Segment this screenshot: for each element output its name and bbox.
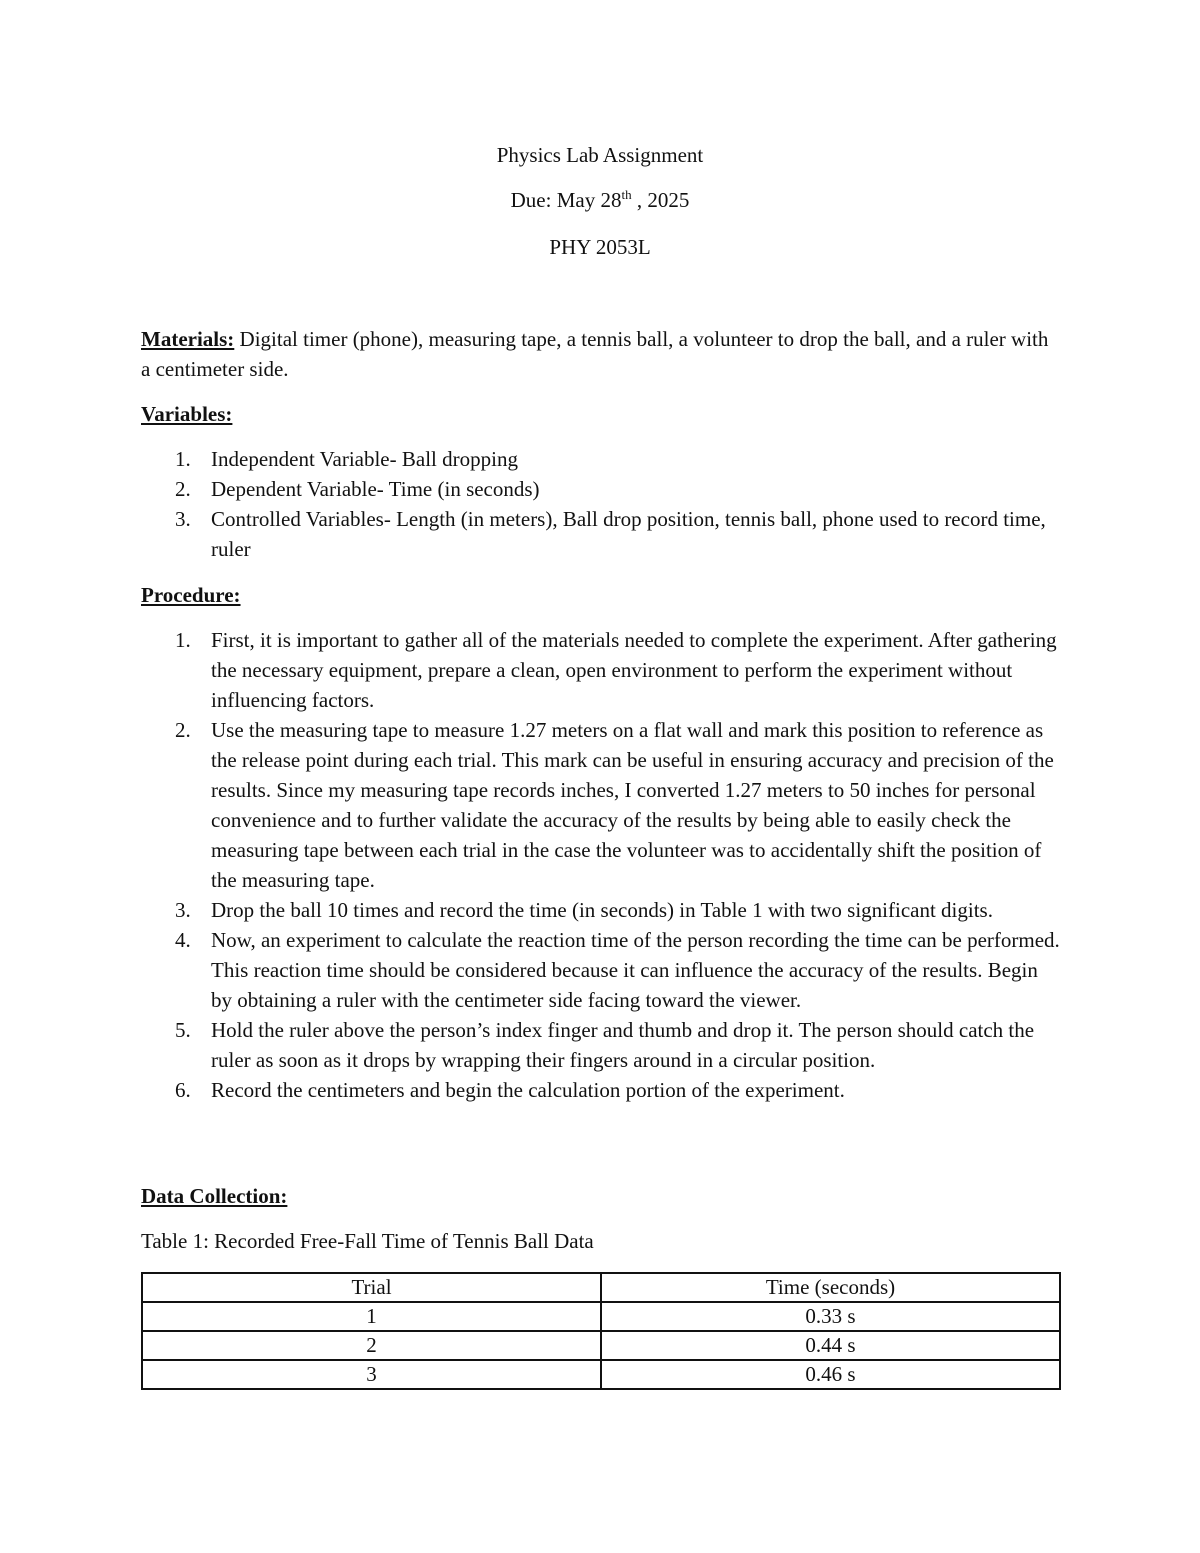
list-item-text: Use the measuring tape to measure 1.27 meters on a flat wall and mark this position to reference as the release point during each trial. This mark can be useful in ensuring accuracy and precision of the results. Since my measuring tape records inches, I converted 1.27 meters to 50 inches for personal convenience and to further validate the accuracy of the results by being able to easily check the measuring tape between each trial in the case the volunteer was to accidentally shift the position of the measuring tape. bbox=[211, 718, 1054, 892]
list-item-text: Hold the ruler above the person’s index finger and thumb and drop it. The person should catch the ruler as soon as it drops by wrapping their fingers around in a circular position. bbox=[211, 1018, 1035, 1072]
list-item bbox=[141, 474, 1061, 504]
table-cell: 0.46 s bbox=[601, 1360, 1060, 1389]
list-item-text: First, it is important to gather all of the materials needed to complete the experiment. After gathering the necessary equipment, prepare a clean, open environment to perform the experiment without influencing factors. bbox=[211, 628, 1057, 712]
variables-list bbox=[141, 444, 1061, 564]
list-item-number: 1. bbox=[175, 447, 191, 471]
list-item bbox=[141, 625, 1061, 715]
list-item bbox=[141, 1075, 1061, 1105]
list-item bbox=[141, 925, 1061, 1015]
table-cell: 3 bbox=[142, 1360, 601, 1389]
due-date-superscript: th bbox=[621, 187, 632, 202]
list-item-number: 1. bbox=[175, 628, 191, 652]
table-cell: 1 bbox=[142, 1302, 601, 1331]
list-item bbox=[141, 444, 1061, 474]
due-date-prefix: Due: May 28 bbox=[510, 188, 622, 212]
table-row bbox=[142, 1360, 1060, 1389]
list-item bbox=[141, 895, 1061, 925]
variables-heading: Variables: bbox=[141, 402, 233, 426]
list-item-number: 6. bbox=[175, 1078, 191, 1102]
procedure-heading: Procedure: bbox=[141, 583, 241, 607]
materials-text: Digital timer (phone), measuring tape, a tennis ball, a volunteer to drop the ball, and a ruler with a centimeter side. bbox=[141, 327, 1049, 381]
column-header: Trial bbox=[142, 1273, 601, 1302]
materials-heading: Materials: bbox=[141, 327, 235, 351]
table-cell: 0.44 s bbox=[601, 1331, 1060, 1360]
list-item-text: Record the centimeters and begin the calculation portion of the experiment. bbox=[211, 1078, 845, 1102]
table-cell: 2 bbox=[142, 1331, 601, 1360]
list-item-number: 2. bbox=[175, 477, 191, 501]
list-item-number: 3. bbox=[175, 898, 191, 922]
list-item-text: Controlled Variables- Length (in meters), Ball drop position, tennis ball, phone used to record time, ruler bbox=[211, 507, 1046, 561]
due-date bbox=[0, 186, 1200, 214]
course-code: PHY 2053L bbox=[549, 235, 651, 259]
data-collection-heading: Data Collection: bbox=[141, 1184, 288, 1208]
list-item-number: 2. bbox=[175, 718, 191, 742]
list-item-number: 4. bbox=[175, 928, 191, 952]
table-cell: 0.33 s bbox=[601, 1302, 1060, 1331]
list-item-text: Independent Variable- Ball dropping bbox=[211, 447, 518, 471]
list-item bbox=[141, 715, 1061, 895]
data-table bbox=[141, 1272, 1061, 1390]
procedure-list bbox=[141, 625, 1061, 1105]
list-item-text: Drop the ball 10 times and record the time (in seconds) in Table 1 with two significant digits. bbox=[211, 898, 993, 922]
table-row bbox=[142, 1331, 1060, 1360]
materials-paragraph bbox=[141, 324, 1061, 384]
due-date-suffix: , 2025 bbox=[631, 188, 690, 212]
column-header: Time (seconds) bbox=[601, 1273, 1060, 1302]
list-item-text: Now, an experiment to calculate the reaction time of the person recording the time can be performed. This reaction time should be considered because it can influence the accuracy of the results. Begin by obtaining a ruler with the centimeter side facing toward the viewer. bbox=[211, 928, 1060, 1012]
list-item-number: 5. bbox=[175, 1018, 191, 1042]
table-caption: Table 1: Recorded Free-Fall Time of Tennis Ball Data bbox=[141, 1229, 594, 1253]
table-header-row bbox=[142, 1273, 1060, 1302]
list-item-text: Dependent Variable- Time (in seconds) bbox=[211, 477, 540, 501]
document-title: Physics Lab Assignment bbox=[496, 143, 704, 167]
list-item bbox=[141, 1015, 1061, 1075]
list-item bbox=[141, 504, 1061, 564]
list-item-number: 3. bbox=[175, 507, 191, 531]
table-row bbox=[142, 1302, 1060, 1331]
